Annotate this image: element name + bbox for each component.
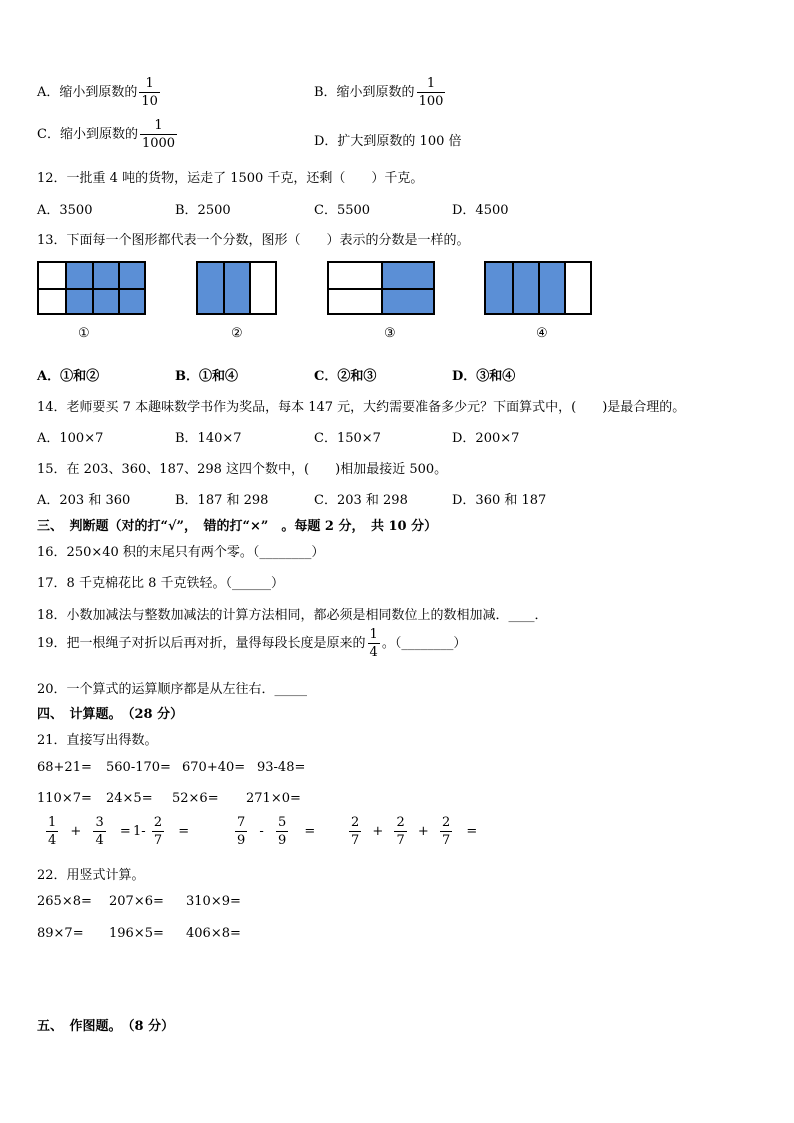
q20: 20．一个算式的运算顺序都是从左往右．_____ (37, 682, 308, 697)
calc-2: 560-170= (106, 760, 171, 775)
figure-4-label: ④ (536, 326, 548, 341)
q12-option-c: C．5500 (314, 203, 371, 218)
q17: 17．8 千克棉花比 8 千克铁轻。（______） (37, 576, 284, 591)
q14-option-c: C．150×7 (314, 431, 381, 446)
figure-4 (484, 261, 592, 315)
fraction-1-100: $\frac{1}{100}$ (418, 76, 444, 109)
q15-option-a: A．203 和 360 (37, 493, 131, 508)
calc-10: 207×6= (109, 894, 164, 909)
q11-option-a (37, 77, 162, 108)
q15-option-b: B．187 和 298 (175, 493, 269, 508)
q19 (37, 628, 466, 659)
calc-9: 265×8= (37, 894, 92, 909)
figure-1 (37, 261, 146, 315)
q13-stem: 13．下面每一个图形都代表一个分数，图形（ ）表示的分数是一样的。 (37, 233, 470, 248)
q13-option-d: D．③和④ (452, 369, 516, 384)
q16: 16．250×40 积的末尾只有两个零。（________） (37, 545, 325, 560)
section5-title: 五、 作图题。 （8 分） (37, 1019, 175, 1034)
figure-2-label: ② (231, 326, 243, 341)
q11-option-d: D．扩大到原数的 100 倍 (314, 134, 462, 149)
q14-option-a: A．100×7 (37, 431, 104, 446)
calc-14: 406×8= (186, 926, 241, 941)
q22-stem: 22．用竖式计算。 (37, 868, 145, 883)
q13-option-c: C．②和③ (314, 369, 377, 384)
calc-3: 670+40= (182, 760, 246, 775)
fraction-expr-4: $\frac{2}{7}$ + $\frac{2}{7}$ + $\frac{2}{7}$ = (351, 815, 478, 848)
q19-text: 19．把一根绳子对折以后再对折，量得每段长度是原来的 (37, 636, 366, 651)
q11-option-b (314, 77, 447, 108)
calc-11: 310×9= (186, 894, 241, 909)
calc-13: 196×5= (109, 926, 164, 941)
q12-option-a: A．3500 (37, 203, 93, 218)
q21-stem: 21．直接写出得数。 (37, 733, 158, 748)
q14-option-d: D．200×7 (452, 431, 520, 446)
q13-option-b: B．①和④ (175, 369, 238, 384)
fraction-1-1000: $\frac{1}{1000}$ (141, 118, 176, 151)
fraction-expr-1: $\frac{1}{4}$ + $\frac{3}{4}$ = (48, 815, 131, 848)
figure-2 (196, 261, 277, 315)
calc-12: 89×7= (37, 926, 84, 941)
q14-stem: 14．老师要买 7 本趣味数学书作为奖品，每本 147 元，大约需要准备多少元？下面算式中，( )是最合理的。 (37, 400, 686, 415)
q11-option-c-text: C．缩小到原数的 (37, 127, 138, 142)
section3-title: 三、 判断题（对的打“√”， 错的打“×” 。每题 2 分， 共 10 分） (37, 519, 438, 534)
fraction-1-10: $\frac{1}{10}$ (141, 76, 158, 109)
q18: 18．小数加减法与整数加减法的计算方法相同，都必须是相同数位上的数相加减．____． (37, 608, 548, 623)
q15-stem: 15．在 203、360、187、298 这四个数中，( )相加最接近 500。 (37, 462, 448, 477)
q14-option-b: B．140×7 (175, 431, 242, 446)
q13-option-a: A．①和② (37, 369, 100, 384)
q12-option-d: D．4500 (452, 203, 509, 218)
fraction-expr-3: $\frac{7}{9}$ - $\frac{5}{9}$ = (237, 815, 316, 848)
q11-option-b-text: B．缩小到原数的 (314, 85, 415, 100)
calc-4: 93-48= (257, 760, 306, 775)
q19-blank: 。（________） (381, 636, 467, 651)
q12-option-b: B．2500 (175, 203, 231, 218)
calc-6: 24×5= (106, 791, 153, 806)
fraction-1-4: $\frac{1}{4}$ (369, 627, 378, 660)
calc-1: 68+21= (37, 760, 92, 775)
calc-8: 271×0= (246, 791, 301, 806)
figure-3 (327, 261, 435, 315)
q15-option-c: C．203 和 298 (314, 493, 408, 508)
figure-3-label: ③ (384, 326, 396, 341)
q11-option-c (37, 119, 179, 150)
fraction-expr-2: 1- $\frac{2}{7}$ = (133, 815, 190, 848)
section4-title: 四、 计算题。 （28 分） (37, 707, 184, 722)
q12-stem: 12．一批重 4 吨的货物，运走了 1500 千克，还剩（ ）千克。 (37, 171, 424, 186)
figure-1-label: ① (78, 326, 90, 341)
q11-option-a-text: A．缩小到原数的 (37, 85, 138, 100)
q15-option-d: D．360 和 187 (452, 493, 547, 508)
calc-7: 52×6= (172, 791, 219, 806)
calc-5: 110×7= (37, 791, 92, 806)
